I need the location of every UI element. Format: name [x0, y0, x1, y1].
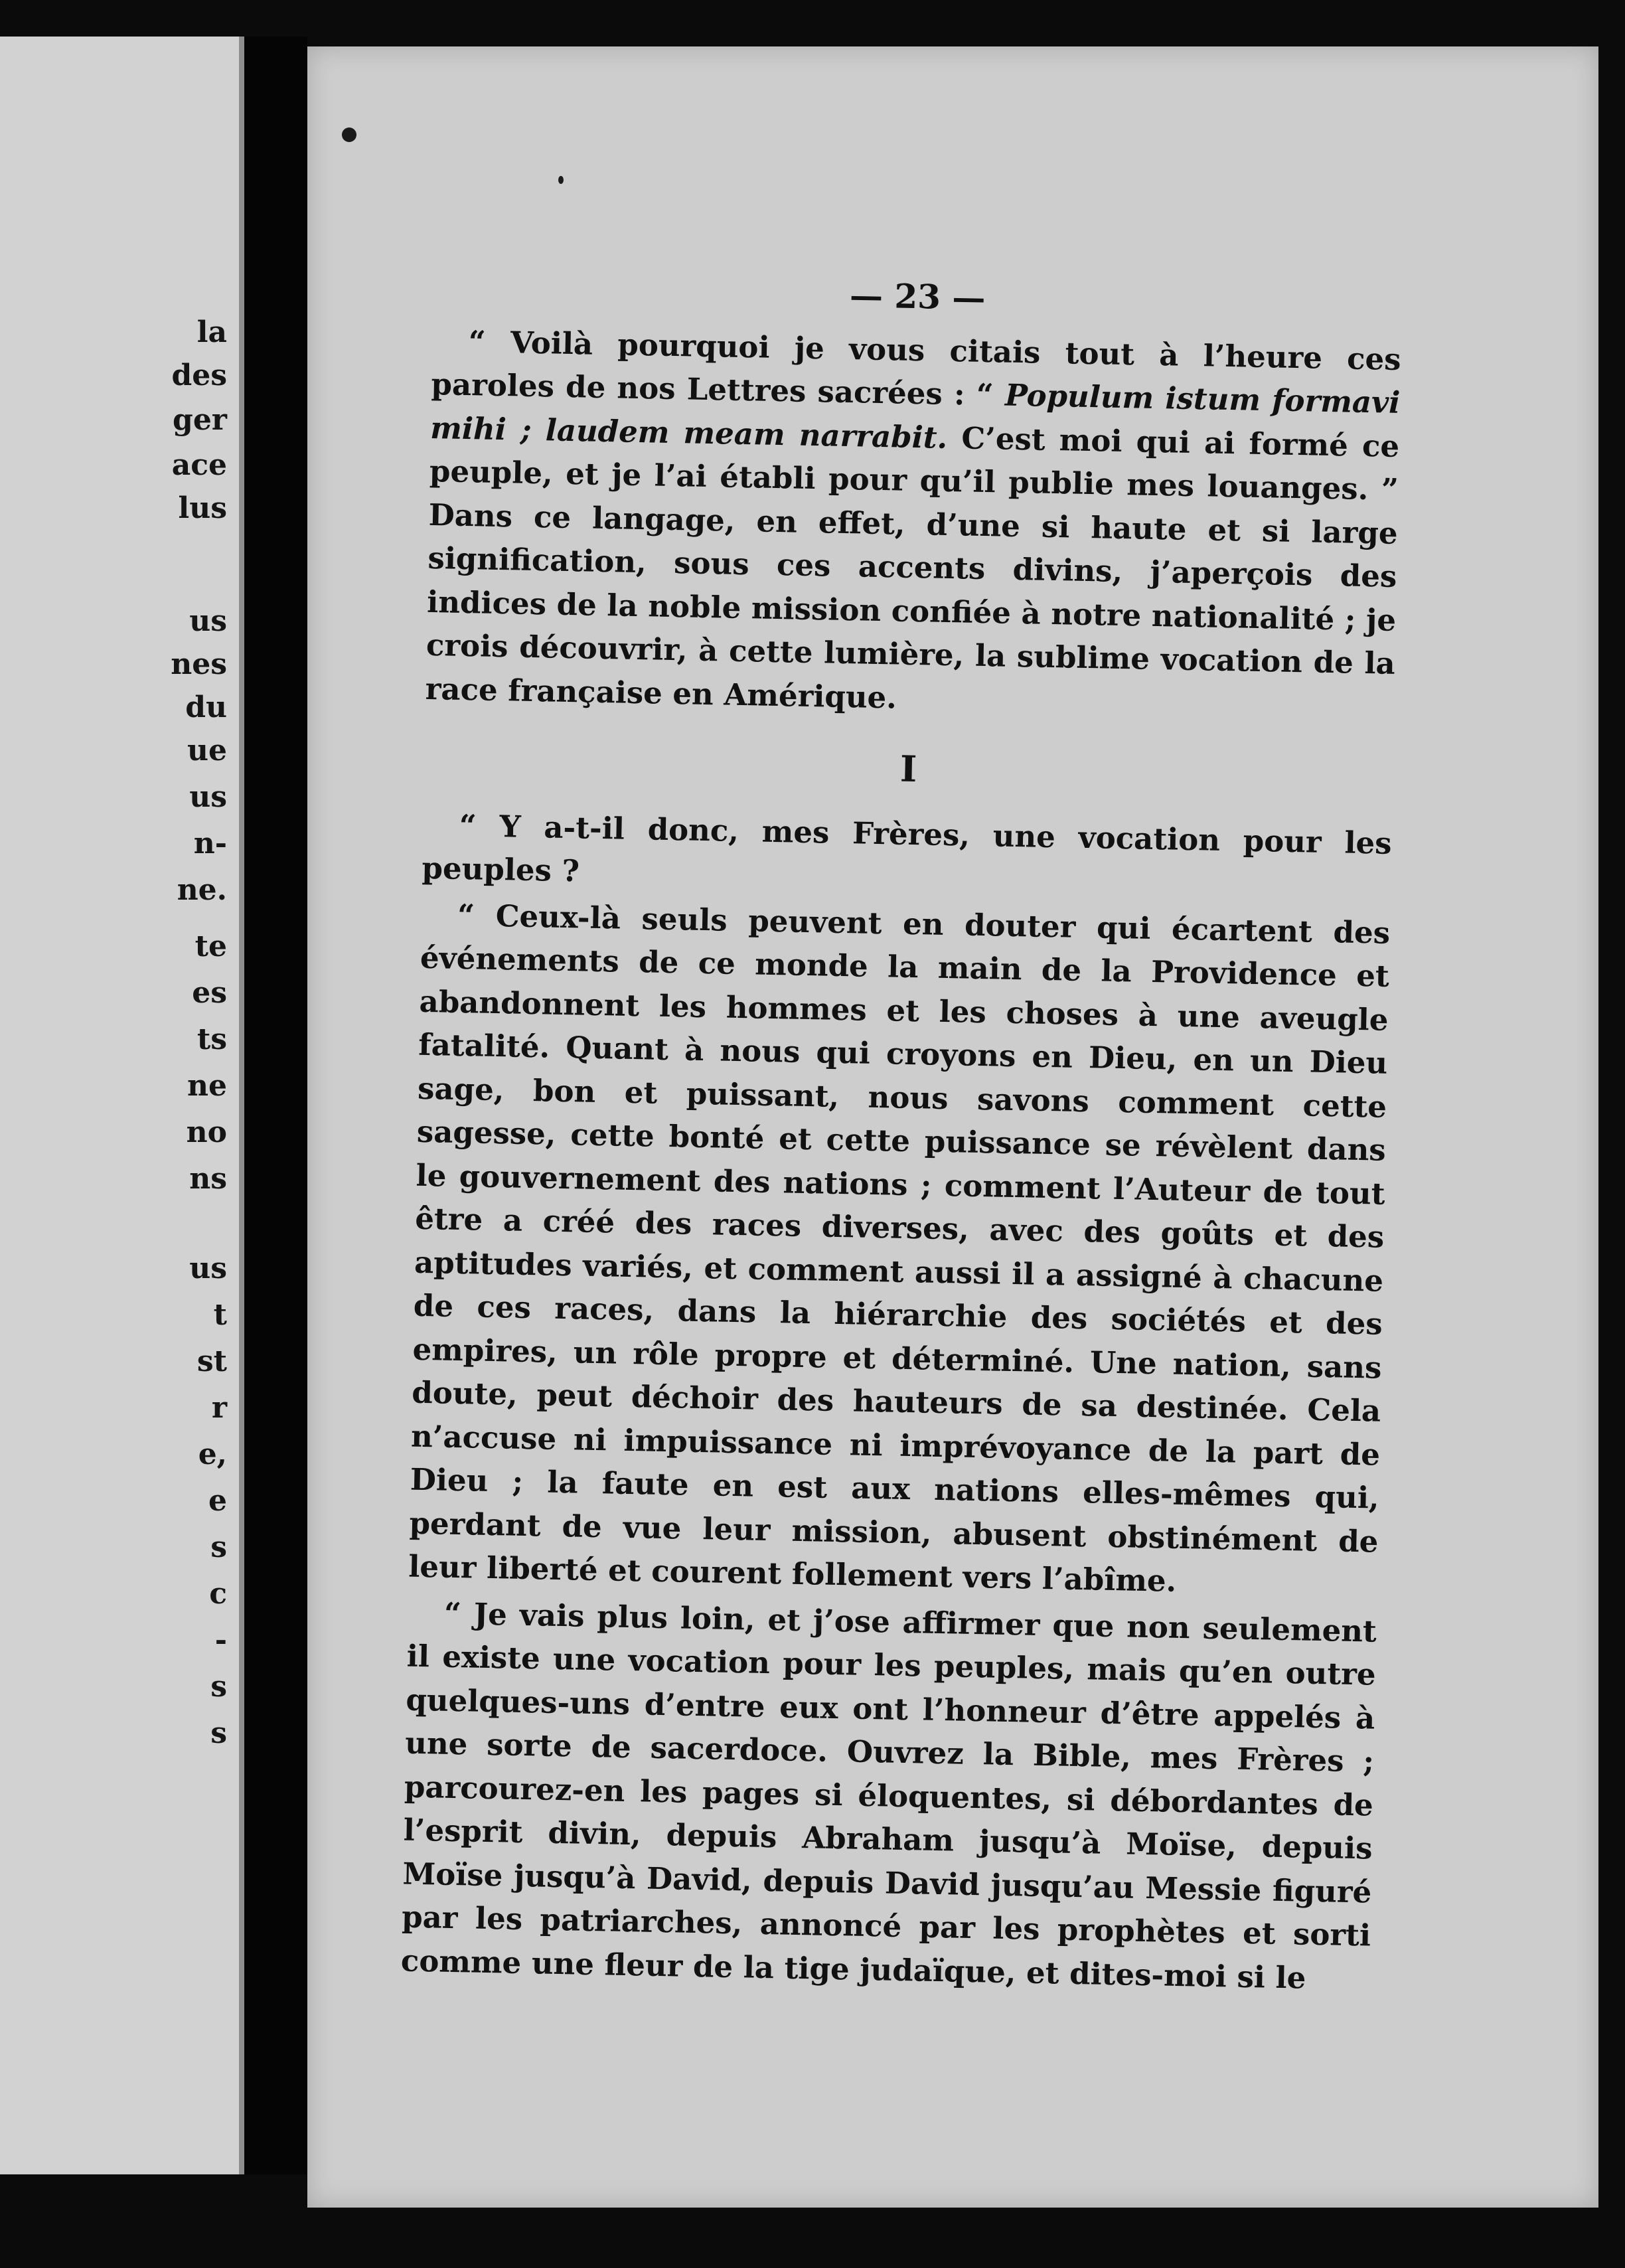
- latin-quote: Populum istum formavi mihi ; laudem meam narrabit.: [429, 377, 1401, 455]
- left-page-text-fragment: st: [196, 1344, 227, 1378]
- left-page-text-fragment: ace: [171, 448, 227, 482]
- left-page-text-fragment: c: [209, 1577, 227, 1611]
- left-page-text-fragment: n-: [193, 827, 227, 860]
- left-page-text-fragment: s: [210, 1670, 227, 1704]
- paragraph: “ Je vais plus loin, et j’ose affirmer que non seulement il existe une vocation pour les peuples, mais qu’en outre quelques-uns d’entre eux ont l’honneur d’être appelés à une sorte de sacerdoce. Ouvrez la Bible, mes Frères ; parcourez-en les pages si éloquentes, si débordantes de l’esprit divin, depuis Abraham jusqu’à Moïse, depuis Moïse jusqu’à David, depuis David jusqu’au Messie figuré par les patriarches, annoncé par les prophètes et sorti comme une fleur de la tige judaïque, et dites-moi si le: [400, 1595, 1377, 1996]
- left-page: [0, 37, 244, 2174]
- left-page-text-fragment: des: [171, 359, 227, 392]
- left-page-text-fragment: us: [189, 604, 227, 638]
- left-page-text-fragment: us: [189, 780, 227, 814]
- paragraph: [425, 319, 1401, 728]
- left-page-text-fragment: s: [210, 1530, 227, 1564]
- left-page-text-fragment: ue: [187, 734, 227, 768]
- left-page-text-fragment: e,: [198, 1437, 227, 1471]
- left-page-text-fragment: no: [186, 1115, 227, 1149]
- left-page-text-fragment: ts: [196, 1022, 227, 1056]
- left-page-text-fragment: ne: [187, 1069, 227, 1103]
- left-page-text-fragment: ger: [173, 403, 227, 437]
- left-page-text-fragment: ns: [189, 1162, 227, 1196]
- left-page-text-fragment: -: [214, 1623, 227, 1657]
- page-content: [400, 266, 1402, 2004]
- paragraph: “ Ceux-là seuls peuvent en douter qui écartent des événements de ce monde la main de la Providence et abandonnent les hommes et les choses à une aveugle fatalité. Quant à nous qui croyons en Dieu, en un Dieu sage, bon et puissant, nous savons comment cette sagesse, cette bonté et cette puissance se révèlent dans le gouvernement des nations ; comment l’Auteur de tout être a créé des races diverses, avec des goûts et des aptitudes variés, et comment aussi il a assigné à chacune de ces races, dans la hiérarchie des sociétés et des empires, un rôle propre et déterminé. Une nation, sans doute, peut déchoir des hauteurs de sa destinée. Cela n’accuse ni impuissance ni imprévoyance de la part de Dieu ; la faute en est aux nations elles-mêmes qui, perdant de vue leur mission, abusent obstinément de leur liberté et courent follement vers l’abîme.: [408, 897, 1391, 1599]
- left-page-text-fragment: la: [196, 315, 227, 349]
- left-page-text-fragment: te: [194, 930, 227, 963]
- section-heading: I: [899, 747, 917, 791]
- left-page-text-fragment: lus: [178, 491, 227, 525]
- left-page-text-fragment: ne.: [177, 873, 227, 907]
- paragraph: “ Y a-t-il donc, mes Frères, une vocation pour les peuples ?: [422, 807, 1393, 889]
- left-page-text-fragment: t: [213, 1298, 227, 1332]
- right-page: [307, 46, 1598, 2208]
- speck-mark: [342, 127, 356, 142]
- page-number: — 23 —: [849, 276, 986, 317]
- left-page-text-fragment: du: [185, 690, 227, 724]
- left-page-text-fragment: es: [192, 976, 227, 1010]
- book-spine: [244, 37, 307, 2174]
- speck-mark: [558, 176, 564, 184]
- left-page-text-fragment: nes: [171, 647, 227, 681]
- text-run: Voilà pourquoi je vous citais tout à l’heure ces paroles de nos Lettres sacrées : “: [431, 324, 1402, 413]
- left-page-text-fragment: e: [208, 1484, 227, 1518]
- left-page-text-fragment: r: [211, 1391, 227, 1425]
- left-page-text-fragment: us: [189, 1252, 227, 1285]
- text-run: C’est moi qui ai formé ce peuple, et je l’ai établi pour qu’il publie mes louanges. ” Dans ce langage, en effet, d’une si haute et si large signification, sous ces accents divins, j’aperçois des indices de la noble mission confiée à notre nationalité ; je crois découvrir, à cette lumière, la sublime vocation de la race française en Amérique.: [425, 420, 1400, 716]
- left-page-text-fragment: s: [210, 1716, 227, 1750]
- quote-open: “: [468, 323, 511, 360]
